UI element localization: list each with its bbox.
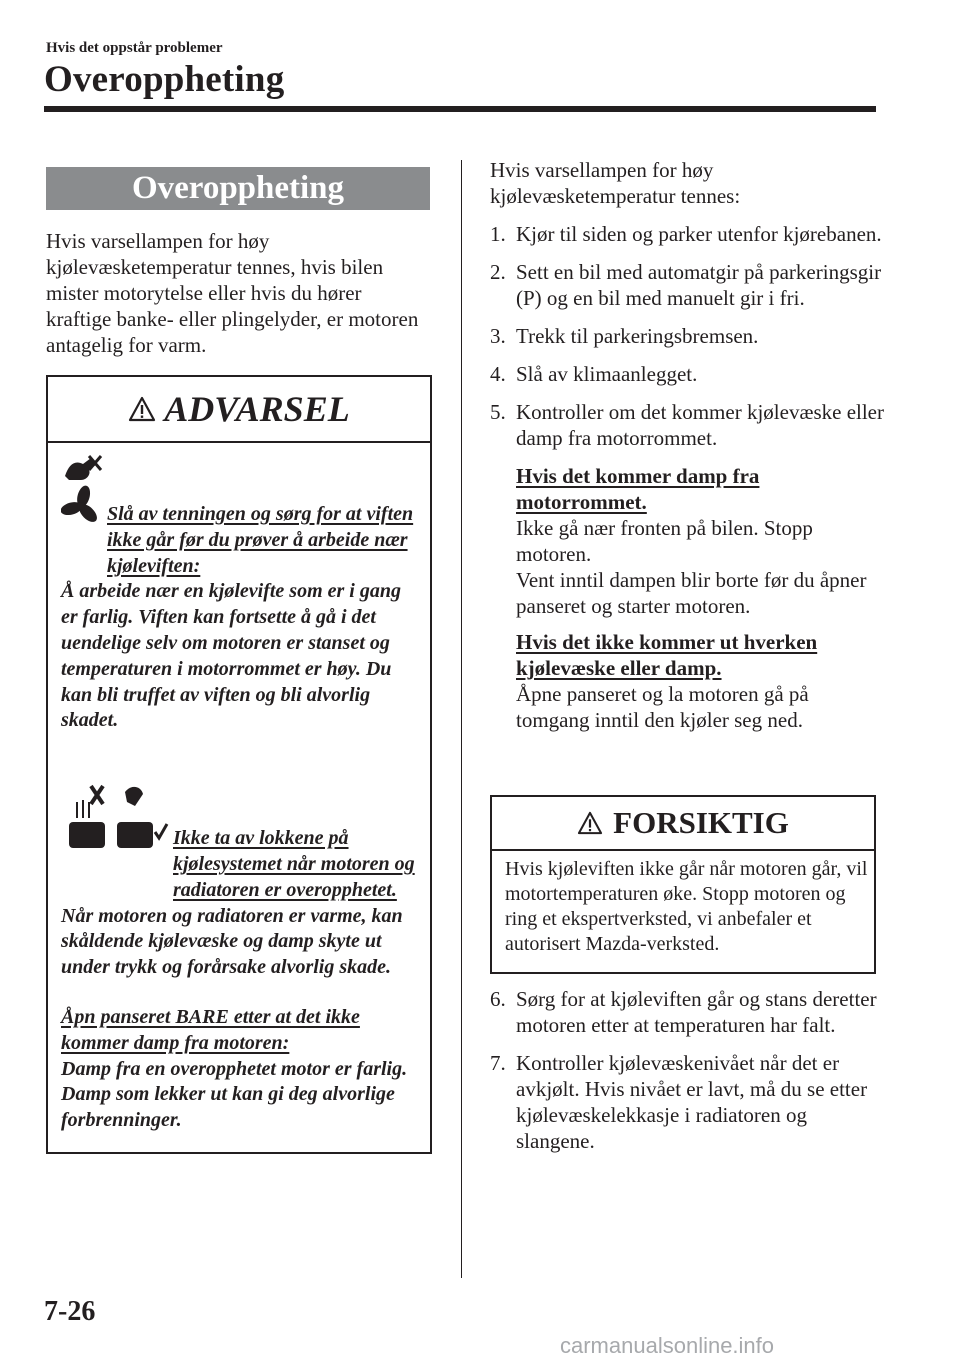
watermark: carmanualsonline.info [560,1333,775,1358]
steps-list-continued [490,986,885,1154]
right-intro-text: Hvis varsellampen for høy kjølevæsketemperatur tennes: [490,158,741,208]
list-item: 6. Sørg for at kjøleviften går og stans deretter motoren etter at temperaturen har falt. [490,987,877,1037]
list-item: 1. Kjør til siden og parker utenfor kjørebanen. [490,222,882,246]
steam-case-heading: Hvis det kommer damp fra motorrommet. [516,464,760,514]
page-number: 7-26 [44,1296,96,1327]
section-label: Hvis det oppstår problemer [46,40,223,56]
fan-warning-text: Å arbeide nær en kjølevifte som er i gang er farlig. Viften kan fortsette å gå i det uendelige selv om motoren er stanset og temperaturen i motorrommet er høy. Du kan bli truffet av viften og bli alvorlig skadet. [61,580,401,732]
warning-header [48,377,430,443]
steps-list [490,221,885,451]
page-title: Overoppheting [44,59,285,100]
caution-title: FORSIKTIG [613,805,789,840]
no-steam-case-heading: Hvis det ikke kommer ut hverken kjølevæske eller damp. [516,630,818,680]
warning-triangle-icon [577,811,603,835]
warning-box [46,375,432,1154]
list-item: 5. Kontroller om det kommer kjølevæske eller damp fra motorrommet. [490,400,884,450]
list-item: 2. Sett en bil med automatgir på parkeringsgir (P) og en bil med manuelt gir i fri. [490,260,882,310]
left-intro-text: Hvis varsellampen for høy kjølevæsketemperatur tennes, hvis bilen mister motorytelse eller hvis du hører kraftige banke- eller plingelyder, er motoren antagelig for varm. [46,229,419,357]
right-column-continued [490,986,885,1166]
radiator-warning-text: Når motoren og radiatoren er varme, kan skåldende kjølevæske og damp skyte ut under trykk og forårsake alvorlig skade. [61,904,403,979]
warning-body [61,454,421,1134]
steam-case-text-1: Ikke gå nær fronten på bilen. Stopp motoren. [516,516,813,566]
hood-warning-text: Damp fra en overopphetet motor er farlig. Damp som lekker ut kan gi deg alvorlige forbrenninger. [61,1057,408,1132]
caution-header [492,797,874,851]
steam-case [490,463,885,619]
list-item: 7. Kontroller kjølevæskenivået når det er avkjølt. Hvis nivået er lavt, må du se etter kjølevæskelekkasje i radiatoren og slangene. [490,1051,868,1153]
radiator-warning-heading: Ikke ta av lokkene på kjølesystemet når motoren og radiatoren er overopphetet. [173,827,415,901]
right-column [490,157,885,743]
fan-warning-heading: Slå av tenningen og sørg for at viften ikke går før du prøver å arbeide nær kjøleviften: [107,503,414,577]
warning-title: ADVARSEL [164,389,350,429]
no-steam-case [490,629,885,733]
caution-text: Hvis kjøleviften ikke går når motoren går, vil motortemperaturen øke. Stopp motoren og ring et ekspertverksted, vi anbefaler et autorisert Mazda-verksted. [505,858,868,955]
section-banner: Overoppheting [46,167,430,210]
no-steam-case-text: Åpne panseret og la motoren gå på tomgang inntil den kjøler seg ned. [516,682,809,732]
warning-triangle-icon [128,396,156,422]
steam-case-text-2: Vent inntil dampen blir borte før du åpner panseret og starter motoren. [516,568,867,618]
list-item: 3. Trekk til parkeringsbremsen. [490,324,759,348]
caution-box [490,795,876,974]
column-divider [461,160,462,1278]
header-rule [44,106,876,112]
list-item: 4. Slå av klimaanlegget. [490,362,698,386]
hood-warning-heading: Åpn panseret BARE etter at det ikke kommer damp fra motoren: [61,1005,360,1054]
